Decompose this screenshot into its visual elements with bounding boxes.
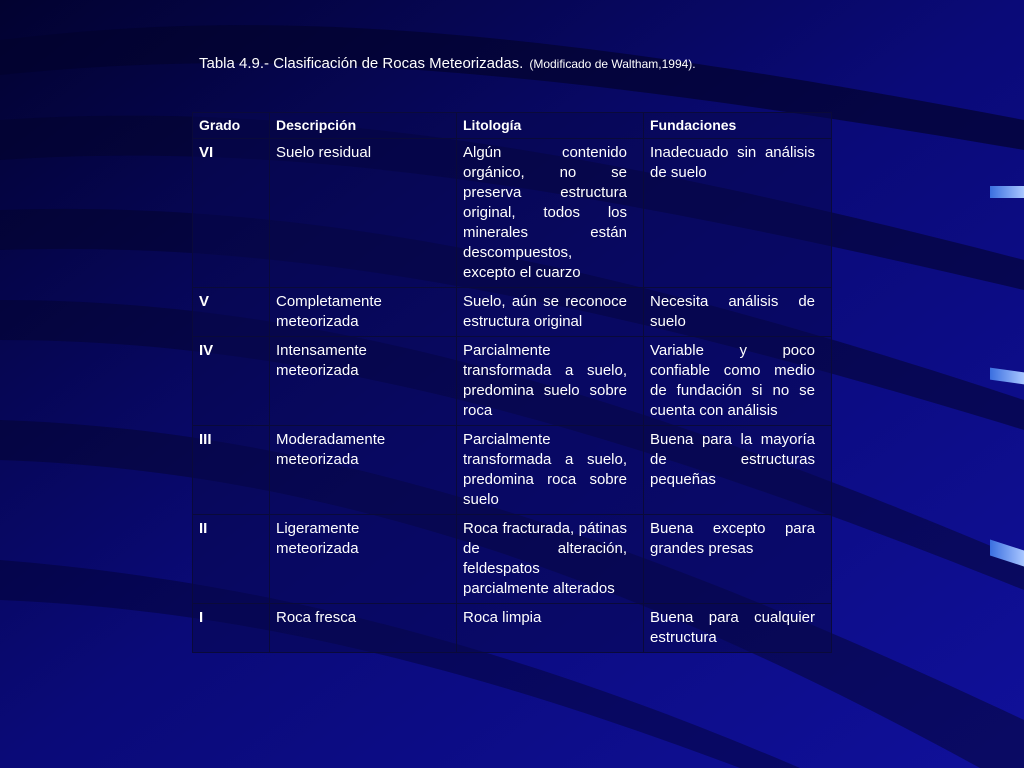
table-row: [193, 604, 832, 653]
cell-grado: I: [193, 604, 270, 653]
cell-fundaciones: Necesita análisis de suelo: [644, 288, 832, 337]
table-row: [193, 426, 832, 515]
cell-grado: II: [193, 515, 270, 604]
title-source: (Modificado de Waltham,1994).: [529, 57, 696, 71]
cell-descripcion: Ligeramente meteorizada: [270, 515, 457, 604]
decorative-stripe: [990, 186, 1024, 198]
header-fundaciones: Fundaciones: [644, 113, 832, 139]
cell-descripcion: Suelo residual: [270, 139, 457, 288]
cell-descripcion: Moderadamente meteorizada: [270, 426, 457, 515]
cell-fundaciones: Buena para cualquier estructura: [644, 604, 832, 653]
page-title: [199, 55, 696, 72]
cell-fundaciones: Variable y poco confiable como medio de fundación si no se cuenta con análisis: [644, 337, 832, 426]
cell-descripcion: Roca fresca: [270, 604, 457, 653]
cell-litologia: Suelo, aún se reconoce estructura original: [457, 288, 644, 337]
header-descripcion: Descripción: [270, 113, 457, 139]
cell-litologia: Parcialmente transformada a suelo, predomina suelo sobre roca: [457, 337, 644, 426]
cell-descripcion: Intensamente meteorizada: [270, 337, 457, 426]
cell-litologia: Parcialmente transformada a suelo, predomina roca sobre suelo: [457, 426, 644, 515]
table-row: [193, 337, 832, 426]
title-main: Tabla 4.9.- Clasificación de Rocas Meteorizadas.: [199, 55, 524, 72]
cell-litologia: Roca fracturada, pátinas de alteración, feldespatos parcialmente alterados: [457, 515, 644, 604]
weathered-rock-table: [192, 112, 832, 653]
table-row: [193, 288, 832, 337]
table-header-row: [193, 113, 832, 139]
cell-grado: VI: [193, 139, 270, 288]
cell-grado: V: [193, 288, 270, 337]
header-grado: Grado: [193, 113, 270, 139]
header-litologia: Litología: [457, 113, 644, 139]
cell-descripcion: Completamente meteorizada: [270, 288, 457, 337]
table-row: [193, 139, 832, 288]
cell-fundaciones: Buena excepto para grandes presas: [644, 515, 832, 604]
cell-litologia: Algún contenido orgánico, no se preserva estructura original, todos los minerales están descompuestos, excepto el cuarzo: [457, 139, 644, 288]
table-row: [193, 515, 832, 604]
cell-litologia: Roca limpia: [457, 604, 644, 653]
cell-fundaciones: Buena para la mayoría de estructuras pequeñas: [644, 426, 832, 515]
cell-fundaciones: Inadecuado sin análisis de suelo: [644, 139, 832, 288]
cell-grado: III: [193, 426, 270, 515]
cell-grado: IV: [193, 337, 270, 426]
